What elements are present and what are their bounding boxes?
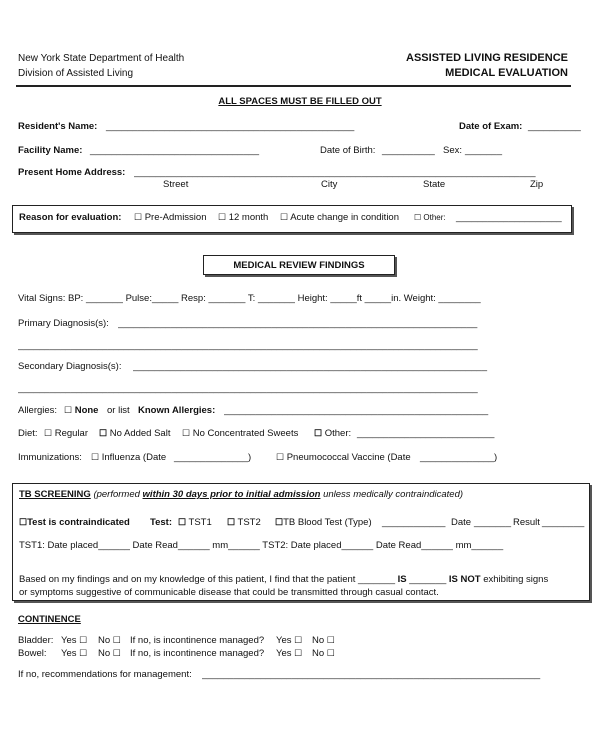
department-name: New York State Department of Health <box>18 53 185 64</box>
allergies-none-label: None <box>74 405 99 416</box>
allergies-none-option[interactable] <box>64 405 98 416</box>
bowel-managed-no-label: No <box>312 648 325 659</box>
checkbox-icon[interactable]: ☐ <box>314 428 323 438</box>
address-field[interactable]: ____________________________________________________________________________ <box>134 167 536 178</box>
tb-performed: (performed <box>93 489 140 500</box>
form-title-line2: MEDICAL EVALUATION <box>445 67 568 79</box>
bowel-label: Bowel: <box>18 648 47 659</box>
address-city-caption: City <box>321 179 338 190</box>
facility-name-label: Facility Name: <box>18 145 83 156</box>
reason-other-field[interactable]: ____________________ <box>456 212 562 223</box>
sex-field[interactable]: _______ <box>465 145 502 156</box>
bladder-managed-yes-label: Yes <box>276 635 292 646</box>
checkbox-icon[interactable]: ☐ <box>294 648 303 658</box>
diet-regular-label: Regular <box>54 428 88 439</box>
checkbox-icon[interactable]: ☐ <box>275 517 284 527</box>
address-street-caption: Street <box>163 179 189 190</box>
checkbox-icon[interactable]: ☐ <box>218 212 227 222</box>
continence-heading: CONTINENCE <box>18 614 81 625</box>
allergies-label: Allergies: <box>18 405 58 416</box>
tb-finding-line2: or symptoms suggestive of communicable disease that could be transmitted through casual contact. <box>19 587 439 598</box>
address-label: Present Home Address: <box>18 167 126 178</box>
checkbox-icon[interactable]: ☐ <box>44 428 53 438</box>
bladder-if-no: If no, is incontinence managed? <box>130 635 265 646</box>
tb-contraindicated-option[interactable] <box>19 517 130 528</box>
tb-is-not: IS NOT <box>448 574 481 585</box>
tb-within: within 30 days prior to initial admission <box>142 489 321 500</box>
immunizations-label: Immunizations: <box>18 452 82 463</box>
tb-blank[interactable]: _______ <box>409 574 447 585</box>
bladder-managed-yes[interactable] <box>276 635 302 646</box>
exam-date-label: Date of Exam: <box>459 121 523 132</box>
checkbox-icon[interactable]: ☐ <box>91 452 100 462</box>
reason-other-label: Other: <box>423 213 446 222</box>
recommendations-field[interactable]: ________________________________________________________________ <box>202 669 541 680</box>
tb-date-label: Date <box>451 517 472 528</box>
known-allergies-field[interactable]: __________________________________________________ <box>224 405 489 416</box>
checkbox-icon[interactable]: ☐ <box>326 648 335 658</box>
form-title-line1: ASSISTED LIVING RESIDENCE <box>406 52 568 64</box>
checkbox-icon[interactable]: ☐ <box>112 648 121 658</box>
bladder-label: Bladder: <box>18 635 54 646</box>
reason-acute-label: Acute change in condition <box>290 212 400 223</box>
bowel-yes-option[interactable] <box>61 648 87 659</box>
header-rule <box>16 85 571 87</box>
diet-label: Diet: <box>18 428 38 439</box>
primary-diagnosis-field-2[interactable]: _______________________________________________________________________________________ <box>18 340 478 351</box>
bladder-no-option[interactable] <box>98 635 121 646</box>
tst1-option[interactable] <box>178 517 212 528</box>
diet-no-sweets-label: No Concentrated Sweets <box>192 428 299 439</box>
bladder-yes-label: Yes <box>61 635 77 646</box>
pneumococcal-label: Pneumococcal Vaccine (Date <box>286 452 411 463</box>
tst-dates-row[interactable]: TST1: Date placed______ Date Read______ mm______ TST2: Date placed______ Date Read______ mm______ <box>19 540 504 551</box>
recommendations-label: If no, recommendations for management: <box>18 669 192 680</box>
checkbox-icon[interactable]: ☐ <box>294 635 303 645</box>
dob-field[interactable]: __________ <box>382 145 435 156</box>
reason-other-option[interactable] <box>414 213 446 222</box>
tb-finding-line1 <box>19 574 548 585</box>
diet-regular-option[interactable] <box>44 428 88 439</box>
checkbox-icon[interactable]: ☐ <box>19 517 28 527</box>
address-zip-caption: Zip <box>530 179 544 190</box>
allergies-or-list: or list <box>107 405 130 416</box>
diet-no-sweets-option[interactable] <box>182 428 298 439</box>
bowel-no-option[interactable] <box>98 648 121 659</box>
checkbox-icon[interactable]: ☐ <box>112 635 121 645</box>
tb-finding-end: exhibiting signs <box>483 574 549 585</box>
address-state-caption: State <box>423 179 446 190</box>
checkbox-icon[interactable]: ☐ <box>79 635 88 645</box>
tb-finding-text: Based on my findings and on my knowledge of this patient, I find that the patient _______ <box>19 574 396 585</box>
checkbox-icon[interactable]: ☐ <box>64 405 73 415</box>
tb-blood-type-field[interactable]: ____________ <box>382 517 446 528</box>
bladder-managed-no-label: No <box>312 635 325 646</box>
sex-label: Sex: <box>443 145 463 156</box>
checkbox-icon[interactable]: ☐ <box>178 517 187 527</box>
diet-other-option[interactable] <box>314 428 351 439</box>
secondary-diagnosis-label: Secondary Diagnosis(s): <box>18 361 122 372</box>
diet-other-label: Other: <box>324 428 352 439</box>
tb-result-label: Result <box>513 517 540 528</box>
tb-is: IS <box>397 574 407 585</box>
tst2-label: TST2 <box>237 517 261 528</box>
tb-unless: unless medically contraindicated) <box>323 489 464 500</box>
tb-blood-label: TB Blood Test (Type) <box>283 517 372 528</box>
medical-review-heading: MEDICAL REVIEW FINDINGS <box>233 260 365 271</box>
known-allergies-label: Known Allergies: <box>138 405 216 416</box>
bowel-yes-label: Yes <box>61 648 77 659</box>
bowel-managed-yes-label: Yes <box>276 648 292 659</box>
diet-no-salt-option[interactable] <box>99 428 170 439</box>
checkbox-icon[interactable]: ☐ <box>276 452 285 462</box>
resident-name-label: Resident's Name: <box>18 121 98 132</box>
reason-12month-option[interactable] <box>218 212 268 223</box>
dob-label: Date of Birth: <box>320 145 376 156</box>
checkbox-icon[interactable]: ☐ <box>326 635 335 645</box>
bowel-no-label: No <box>98 648 111 659</box>
reason-acute-option[interactable] <box>280 212 399 223</box>
diet-no-salt-label: No Added Salt <box>109 428 171 439</box>
reason-label: Reason for evaluation: <box>19 212 122 223</box>
checkbox-icon[interactable]: ☐ <box>280 212 289 222</box>
bowel-if-no: If no, is incontinence managed? <box>130 648 265 659</box>
exam-date-field[interactable]: __________ <box>528 121 581 132</box>
pneumococcal-option[interactable] <box>276 452 411 463</box>
tb-test-label: Test: <box>150 517 172 528</box>
bowel-managed-yes[interactable] <box>276 648 302 659</box>
primary-diagnosis-label: Primary Diagnosis(s): <box>18 318 109 329</box>
tb-contraindicated-label: Test is contraindicated <box>27 517 130 528</box>
vital-signs-row[interactable]: Vital Signs: BP: _______ Pulse:_____ Resp: _______ T: _______ Height: _____ft _____in. Weight: ________ <box>18 293 481 304</box>
influenza-date-field[interactable]: ______________) <box>174 452 252 463</box>
bladder-managed-no[interactable] <box>312 635 335 646</box>
reason-12month-label: 12 month <box>228 212 269 223</box>
secondary-diagnosis-field-2[interactable]: _______________________________________________________________________________________ <box>18 383 478 394</box>
facility-name-field[interactable]: ________________________________ <box>90 145 260 156</box>
checkbox-icon[interactable]: ☐ <box>79 648 88 658</box>
bowel-managed-no[interactable] <box>312 648 335 659</box>
tb-blood-option[interactable] <box>275 517 372 528</box>
diet-other-field[interactable]: __________________________ <box>357 428 495 439</box>
tb-heading-line <box>19 489 463 500</box>
tb-heading: TB SCREENING <box>19 489 91 500</box>
influenza-label: Influenza (Date <box>101 452 167 463</box>
tb-result-field[interactable]: ________ <box>542 517 585 528</box>
checkbox-icon[interactable]: ☐ <box>414 213 422 222</box>
tst1-label: TST1 <box>188 517 212 528</box>
tb-date-field[interactable]: _______ <box>474 517 511 528</box>
checkbox-icon[interactable]: ☐ <box>99 428 108 438</box>
pneumococcal-date-field[interactable]: ______________) <box>420 452 498 463</box>
checkbox-icon[interactable]: ☐ <box>182 428 191 438</box>
influenza-option[interactable] <box>91 452 166 463</box>
bladder-no-label: No <box>98 635 111 646</box>
bladder-yes-option[interactable] <box>61 635 87 646</box>
checkbox-icon[interactable]: ☐ <box>227 517 236 527</box>
resident-name-field[interactable]: _______________________________________________ <box>106 121 355 132</box>
division-name: Division of Assisted Living <box>18 68 134 79</box>
secondary-diagnosis-field[interactable]: ___________________________________________________________________ <box>133 361 487 372</box>
checkbox-icon[interactable]: ☐ <box>134 212 143 222</box>
primary-diagnosis-field[interactable]: ____________________________________________________________________ <box>118 318 478 329</box>
notice: ALL SPACES MUST BE FILLED OUT <box>218 96 382 107</box>
reason-preadmission-label: Pre-Admission <box>144 212 207 223</box>
tst2-option[interactable] <box>227 517 261 528</box>
reason-preadmission-option[interactable] <box>134 212 207 223</box>
